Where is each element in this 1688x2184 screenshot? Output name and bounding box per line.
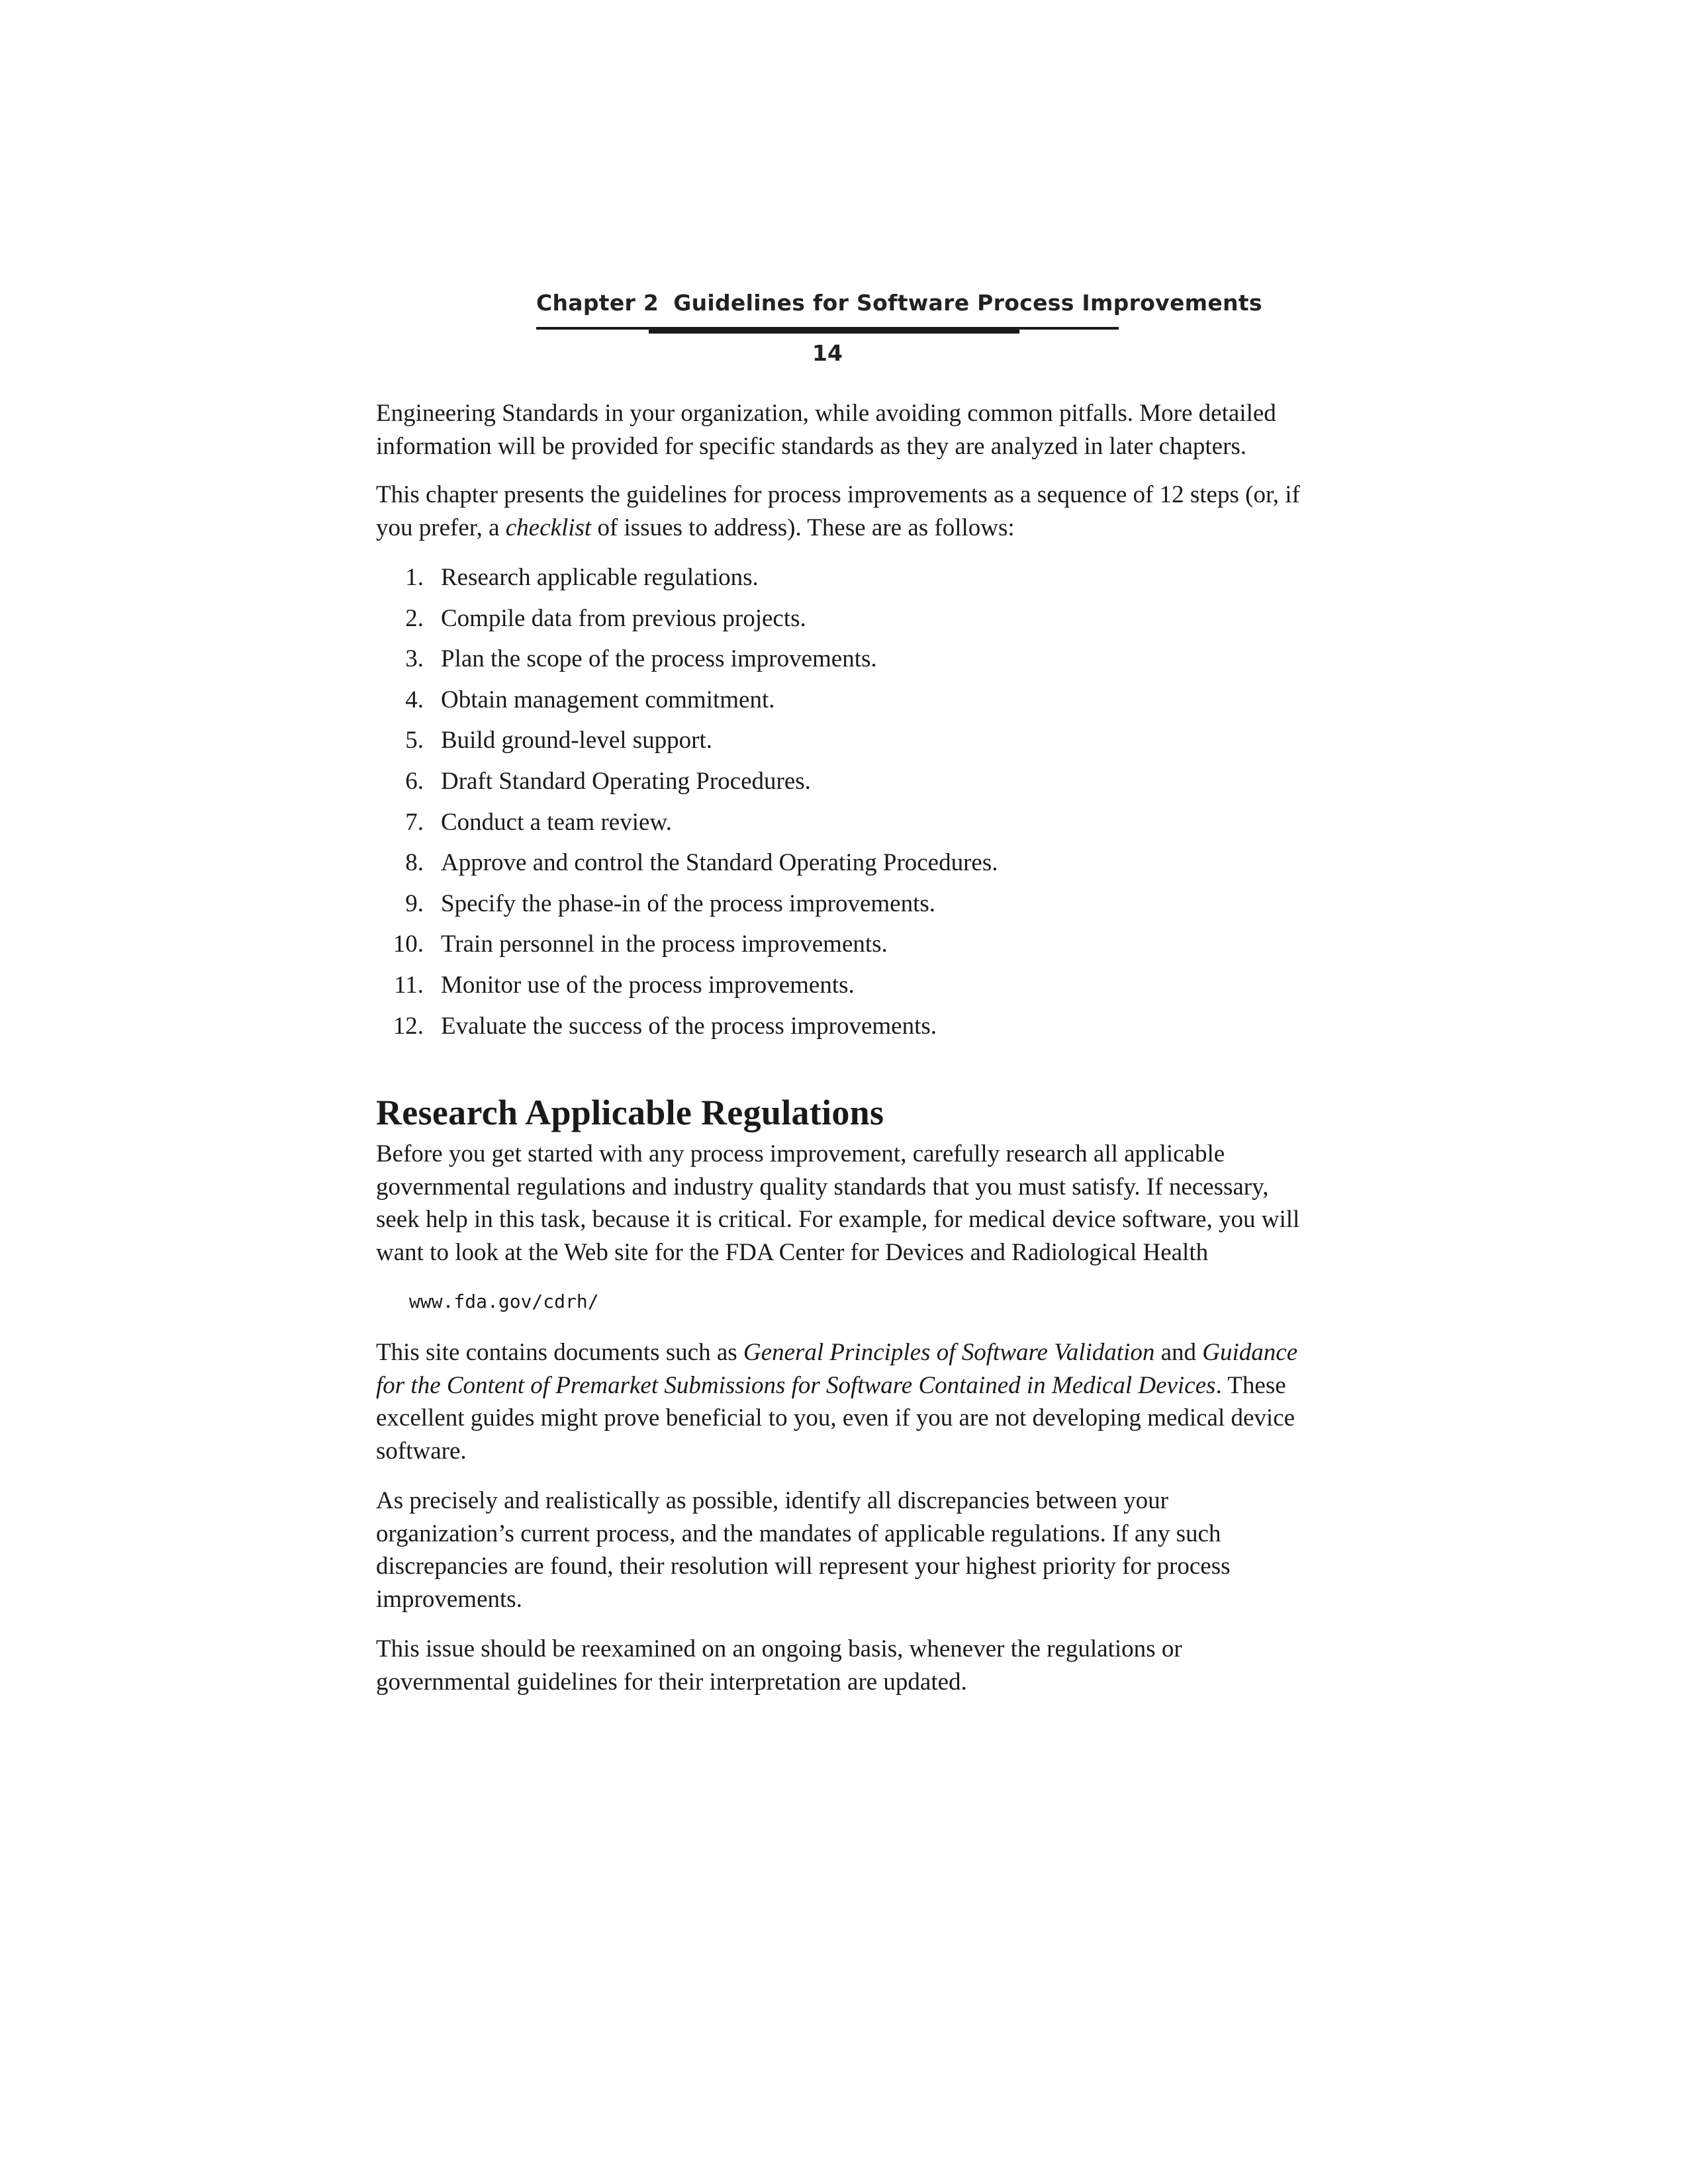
chapter-label: Chapter 2: [536, 290, 659, 316]
list-item-number: 1.: [405, 564, 424, 591]
list-item-text: Train personnel in the process improvements.: [441, 931, 888, 958]
page-number: 14: [812, 340, 843, 366]
section-paragraph: [376, 1336, 1303, 1467]
running-head: [536, 290, 1262, 316]
list-item-text: Draft Standard Operating Procedures.: [441, 767, 811, 795]
list-item-number: 3.: [405, 645, 424, 673]
list-item-number: 8.: [405, 849, 424, 877]
list-item-text: Monitor use of the process improvements.: [441, 971, 855, 999]
list-item: [376, 684, 1303, 725]
list-item-text: Approve and control the Standard Operating Procedures.: [441, 849, 998, 877]
section-paragraph: Before you get started with any process improvement, carefully research all applicable governmental regulations and industry quality standards that you must satisfy. If necessary, seek help in this task, because it is critical. For example, for medical device software, you will want to look at the Web site for the FDA Center for Devices and Radiological Health: [376, 1140, 1300, 1266]
list-item: [376, 602, 1303, 643]
list-item-number: 9.: [405, 889, 424, 917]
document-title: General Principles of Software Validation: [743, 1339, 1155, 1367]
text-run: and: [1154, 1339, 1203, 1367]
list-item: [376, 643, 1303, 684]
list-item-number: 12.: [393, 1012, 424, 1040]
text-run: This site contains documents such as: [376, 1339, 743, 1367]
text-run: of issues to address). These are as follows:: [591, 514, 1015, 541]
url-text: www.fda.gov/cdrh/: [409, 1291, 599, 1313]
list-item: [376, 724, 1303, 765]
section-paragraph: This issue should be reexamined on an ongoing basis, whenever the regulations or governmental guidelines for their interpretation are updated.: [376, 1635, 1182, 1696]
document-title: Guidance for the Content of Premarket Submissions for Software Contained in Medical Devices: [376, 1339, 1298, 1399]
list-item: [376, 928, 1303, 969]
list-item-number: 5.: [405, 727, 424, 754]
list-item-number: 11.: [394, 971, 424, 999]
list-item-number: 7.: [405, 808, 424, 836]
chapter-title: Guidelines for Software Process Improvements: [673, 290, 1262, 316]
list-item-text: Build ground-level support.: [441, 727, 713, 754]
text-run: . These excellent guides might prove beneficial to you, even if you are not developing medical device software.: [376, 1371, 1295, 1465]
list-item-number: 4.: [405, 686, 424, 713]
list-item: [376, 765, 1303, 806]
list-item-text: Research applicable regulations.: [441, 564, 759, 591]
list-item: [376, 806, 1303, 847]
list-item-text: Plan the scope of the process improvements.: [441, 645, 877, 673]
list-item-number: 2.: [405, 604, 424, 632]
list-item: [376, 561, 1303, 602]
list-item: [376, 846, 1303, 887]
list-item-text: Specify the phase-in of the process improvements.: [441, 889, 935, 917]
list-item-number: 10.: [393, 931, 424, 958]
list-item-text: Evaluate the success of the process improvements.: [441, 1012, 937, 1040]
steps-intro-paragraph: [376, 478, 1303, 544]
italic-term: checklist: [505, 514, 592, 541]
list-item: [376, 1010, 1303, 1051]
steps-list: [376, 561, 1303, 1050]
page-body: [376, 397, 1303, 1715]
list-item: [376, 969, 1303, 1010]
text-run: This chapter presents the guidelines for process improvements as a sequence of 12 steps (or, if you prefer, a: [376, 481, 1300, 541]
list-item-text: Conduct a team review.: [441, 808, 672, 836]
list-item: [376, 887, 1303, 929]
section-paragraph: As precisely and realistically as possible, identify all discrepancies between your organization’s current process, and the mandates of applicable regulations. If any such discrepancies are found, their resolution will represent your highest priority for process improvements.: [376, 1487, 1231, 1613]
intro-paragraph: Engineering Standards in your organization, while avoiding common pitfalls. More detailed information will be provided for specific standards as they are analyzed in later chapters.: [376, 400, 1276, 460]
section-heading: Research Applicable Regulations: [376, 1093, 884, 1133]
list-item-text: Compile data from previous projects.: [441, 604, 806, 632]
list-item-number: 6.: [405, 767, 424, 795]
header-rule-accent: [649, 328, 1019, 334]
list-item-text: Obtain management commitment.: [441, 686, 775, 713]
